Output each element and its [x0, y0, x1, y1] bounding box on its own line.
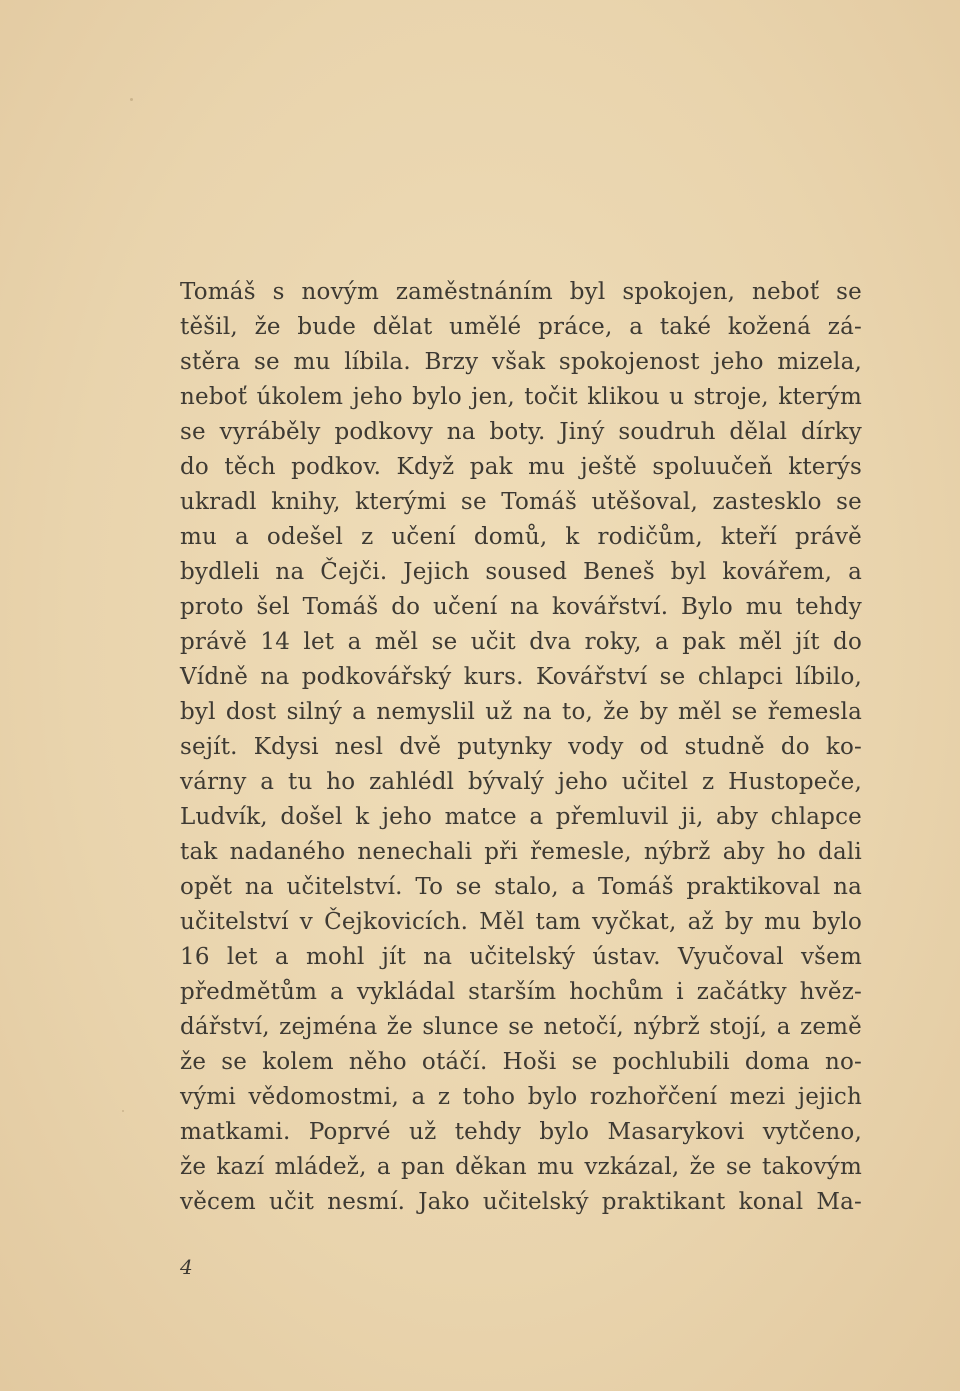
page-number: 4 — [180, 1255, 193, 1279]
text-line: ukradl knihy, kterými se Tomáš utěšoval, zastesklo se — [180, 489, 862, 515]
text-line: Ludvík, došel k jeho matce a přemluvil ji, aby chlapce — [180, 804, 862, 830]
text-line: do těch podkov. Když pak mu ještě spoluučeň kterýs — [180, 454, 862, 480]
text-line: mu a odešel z učení domů, k rodičům, kteří právě — [180, 524, 862, 550]
text-line: se vyráběly podkovy na boty. Jiný soudruh dělal dírky — [180, 419, 862, 445]
text-line: byl dost silný a nemyslil už na to, že by měl se řemesla — [180, 699, 862, 725]
text-line: várny a tu ho zahlédl bývalý jeho učitel z Hustopeče, — [180, 769, 862, 795]
text-line: že kazí mládež, a pan děkan mu vzkázal, že se takovým — [180, 1154, 862, 1180]
text-line: Tomáš s novým zaměstnáním byl spokojen, neboť se — [180, 279, 862, 305]
text-line: že se kolem něho otáčí. Hoši se pochlubili doma no- — [180, 1049, 862, 1075]
text-line: sejít. Kdysi nesl dvě putynky vody od studně do ko- — [180, 734, 862, 760]
text-line: matkami. Poprvé už tehdy bylo Masarykovi vytčeno, — [180, 1119, 862, 1145]
text-line: 16 let a mohl jít na učitelský ústav. Vyučoval všem — [180, 944, 862, 970]
text-line: předmětům a vykládal starším hochům i začátky hvěz- — [180, 979, 862, 1005]
text-line: neboť úkolem jeho bylo jen, točit klikou u stroje, kterým — [180, 384, 862, 410]
body-text — [180, 275, 862, 1220]
text-line: učitelství v Čejkovicích. Měl tam vyčkat, až by mu bylo — [180, 909, 862, 935]
paper-speck — [130, 98, 133, 101]
text-line: opět na učitelství. To se stalo, a Tomáš praktikoval na — [180, 874, 862, 900]
text-line: věcem učit nesmí. Jako učitelský praktikant konal Ma- — [180, 1189, 862, 1215]
text-line: Vídně na podkovářský kurs. Kovářství se chlapci líbilo, — [180, 664, 862, 690]
text-line: bydleli na Čejči. Jejich soused Beneš byl kovářem, a — [180, 559, 862, 585]
text-line: těšil, že bude dělat umělé práce, a také kožená zá- — [180, 314, 862, 340]
text-line: vými vědomostmi, a z toho bylo rozhořčení mezi jejich — [180, 1084, 862, 1110]
text-line: stěra se mu líbila. Brzy však spokojenost jeho mizela, — [180, 349, 862, 375]
paper-speck — [122, 1110, 124, 1112]
text-line: právě 14 let a měl se učit dva roky, a pak měl jít do — [180, 629, 862, 655]
text-line: proto šel Tomáš do učení na kovářství. Bylo mu tehdy — [180, 594, 862, 620]
text-line: tak nadaného nenechali při řemesle, nýbrž aby ho dali — [180, 839, 862, 865]
text-line: dářství, zejména že slunce se netočí, nýbrž stojí, a země — [180, 1014, 862, 1040]
